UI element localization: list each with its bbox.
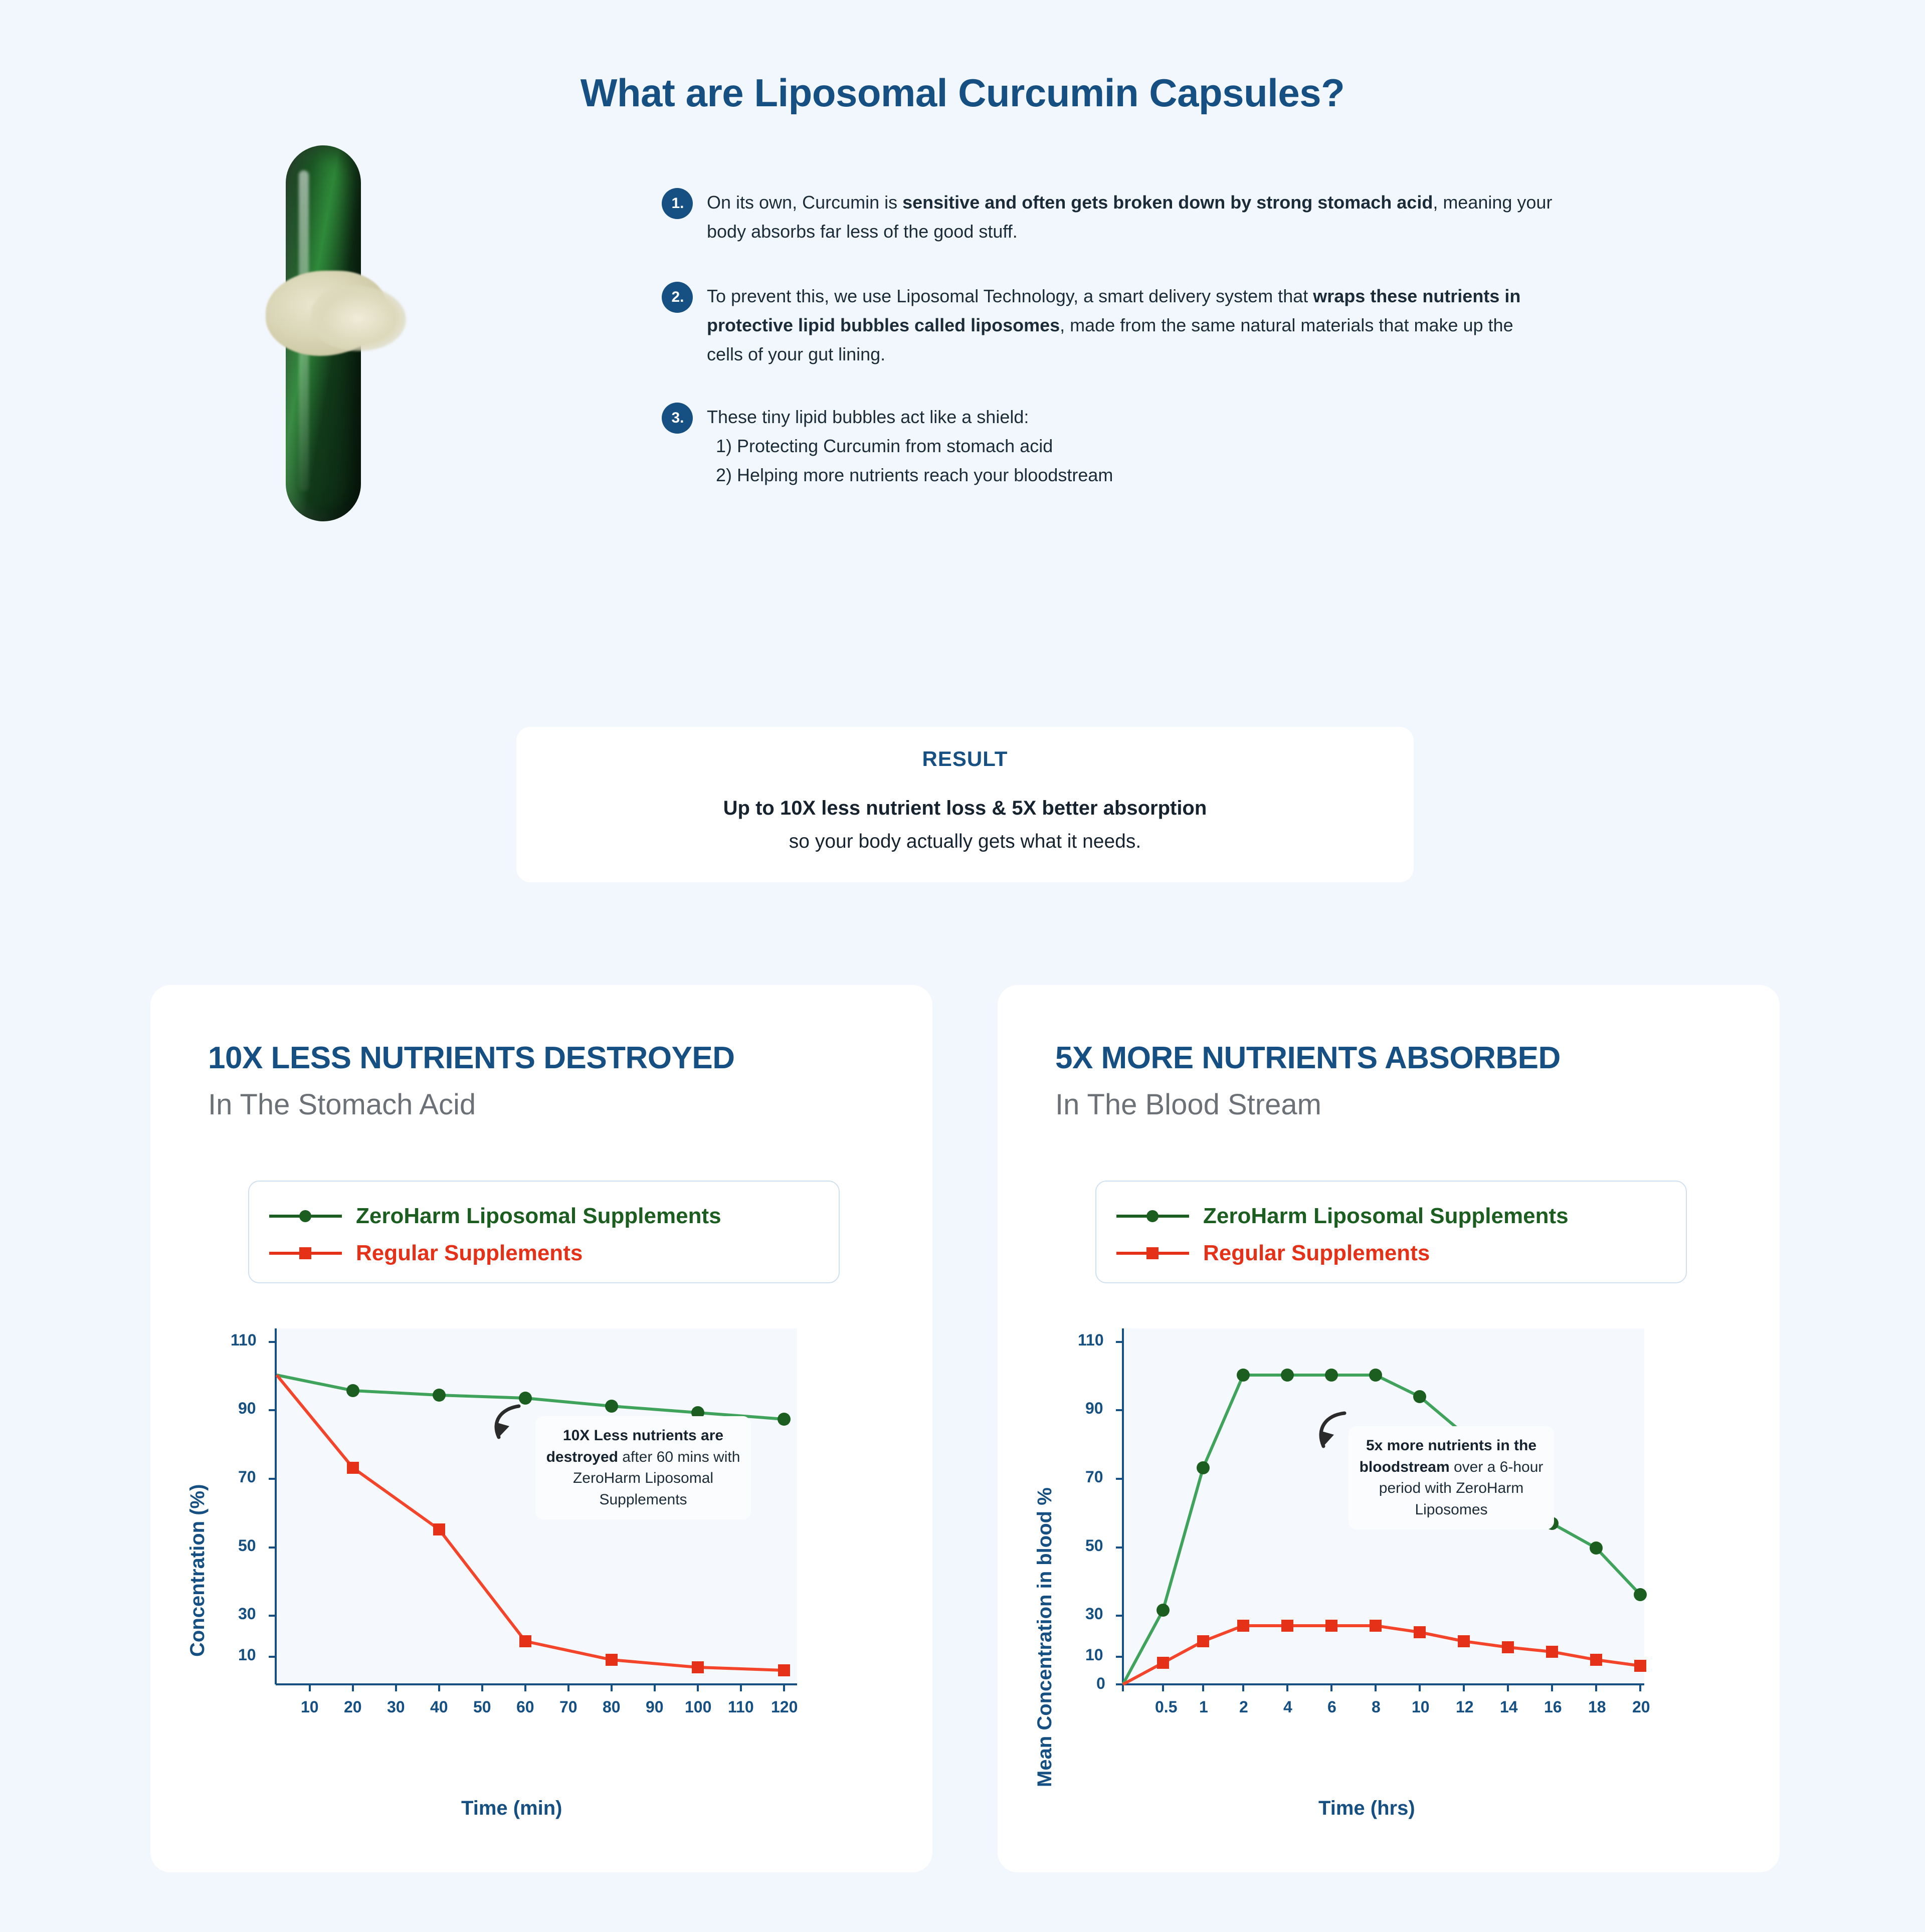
y-tick-110: 110: [1078, 1331, 1104, 1349]
y-axis-title: Mean Concentration in blood %: [1034, 1487, 1056, 1787]
x-tick-30: 30: [387, 1698, 405, 1716]
legend-item-regular: [1116, 1235, 1686, 1272]
step-text-prefix: These tiny lipid bubbles act like a shield:: [707, 406, 1029, 427]
chart-panel-stomach-acid: [150, 985, 932, 1872]
step-text-prefix: To prevent this, we use Liposomal Technology, a smart delivery system that: [707, 285, 1313, 306]
legend-marker-square-icon: [1116, 1252, 1189, 1255]
callout-rest: over a 6-hour period with ZeroHarm Liposomes: [1379, 1458, 1544, 1518]
result-headline: Up to 10X less nutrient loss & 5X better absorption: [723, 797, 1207, 819]
step-text-bold: wraps these nutrients in protective lipid bubbles called liposomes: [707, 285, 1521, 335]
y-tick-50: 50: [238, 1536, 256, 1555]
x-tick-20: 20: [344, 1698, 362, 1716]
legend-item-liposomal: [1116, 1198, 1686, 1235]
x-tick-0-5: 0.5: [1155, 1698, 1178, 1716]
legend-label: ZeroHarm Liposomal Supplements: [356, 1204, 721, 1228]
y-tick-70: 70: [238, 1468, 256, 1486]
x-tick-2: 2: [1239, 1698, 1248, 1716]
step-number: 1.: [662, 188, 693, 219]
legend-item-liposomal: [269, 1198, 839, 1235]
list-item: [652, 188, 1554, 247]
x-tick-10: 10: [301, 1698, 319, 1716]
panel-title: 5X MORE NUTRIENTS ABSORBED: [1055, 1041, 1561, 1075]
powder-icon-2: [311, 286, 406, 351]
explanation-steps: [652, 188, 1554, 525]
x-axis-title: Time (min): [461, 1797, 562, 1819]
x-tick-120: 120: [771, 1698, 798, 1716]
x-tick-18: 18: [1588, 1698, 1606, 1716]
page-title: What are Liposomal Curcumin Capsules?: [580, 71, 1345, 115]
y-tick-110: 110: [231, 1331, 257, 1349]
x-tick-50: 50: [473, 1698, 491, 1716]
line-chart-svg: [998, 1306, 1780, 1842]
step-text: [707, 403, 1554, 432]
chart-legend: [1095, 1181, 1687, 1283]
step-text-suffix: , meaning your body absorbs far less of the good stuff.: [707, 192, 1553, 242]
y-tick-30: 30: [1085, 1605, 1103, 1623]
callout-bold: 5x more nutrients in the bloodstream: [1359, 1437, 1537, 1475]
x-tick-60: 60: [516, 1698, 534, 1716]
legend-marker-square-icon: [269, 1252, 342, 1255]
step-text: [707, 188, 1554, 247]
y-tick-30: 30: [238, 1605, 256, 1623]
chart-canvas-blood-stream: [998, 1306, 1780, 1842]
x-tick-70: 70: [559, 1698, 578, 1716]
x-tick-100: 100: [685, 1698, 712, 1716]
result-label: RESULT: [922, 747, 1008, 770]
y-tick-0: 0: [1096, 1674, 1105, 1692]
x-axis-title: Time (hrs): [1318, 1797, 1415, 1819]
chart-panel-blood-stream: [998, 985, 1780, 1872]
chart-callout: [535, 1416, 751, 1519]
list-item: [652, 403, 1554, 490]
panel-subtitle: In The Blood Stream: [1055, 1088, 1321, 1121]
result-card: [516, 727, 1414, 882]
step-sub-item-2: 2) Helping more nutrients reach your bloodstream: [716, 465, 1113, 486]
x-tick-1: 1: [1199, 1698, 1208, 1716]
step-number: 3.: [662, 403, 693, 434]
x-tick-4: 4: [1283, 1698, 1292, 1716]
legend-label: ZeroHarm Liposomal Supplements: [1203, 1204, 1569, 1228]
callout-bold: 10X Less nutrients are destroyed: [546, 1427, 724, 1465]
y-tick-70: 70: [1085, 1468, 1103, 1486]
result-subline: so your body actually gets what it needs.: [789, 831, 1141, 852]
legend-marker-circle-icon: [1116, 1215, 1189, 1218]
step-text: [707, 282, 1554, 369]
x-tick-40: 40: [430, 1698, 448, 1716]
x-tick-12: 12: [1456, 1698, 1474, 1716]
y-tick-90: 90: [1085, 1399, 1103, 1417]
list-item: [652, 282, 1554, 369]
panel-subtitle: In The Stomach Acid: [208, 1088, 476, 1121]
step-text-suffix: , made from the same natural materials that make up the cells of your gut lining.: [707, 314, 1513, 365]
y-axis-title: Concentration (%): [186, 1484, 209, 1657]
callout-rest: after 60 mins with ZeroHarm Liposomal Supplements: [572, 1448, 740, 1508]
y-tick-50: 50: [1085, 1536, 1103, 1555]
legend-marker-circle-icon: [269, 1215, 342, 1218]
y-tick-10: 10: [238, 1646, 256, 1664]
x-tick-14: 14: [1500, 1698, 1518, 1716]
legend-label: Regular Supplements: [1203, 1241, 1430, 1265]
step-text-prefix: On its own, Curcumin is: [707, 192, 903, 213]
step-text-bold: sensitive and often gets broken down by strong stomach acid: [902, 192, 1433, 213]
step-number: 2.: [662, 282, 693, 313]
chart-callout: [1349, 1426, 1554, 1529]
x-tick-80: 80: [603, 1698, 621, 1716]
x-tick-16: 16: [1544, 1698, 1562, 1716]
x-tick-20: 20: [1632, 1698, 1650, 1716]
chart-legend: [248, 1181, 840, 1283]
chart-canvas-stomach-acid: [150, 1306, 932, 1842]
panel-title: 10X LESS NUTRIENTS DESTROYED: [208, 1041, 735, 1075]
step-sub-item-1: 1) Protecting Curcumin from stomach acid: [716, 435, 1053, 456]
x-tick-8: 8: [1372, 1698, 1381, 1716]
legend-item-regular: [269, 1235, 839, 1272]
y-tick-90: 90: [238, 1399, 256, 1417]
capsule-image: [251, 135, 431, 536]
y-tick-10: 10: [1085, 1646, 1103, 1664]
x-tick-90: 90: [646, 1698, 664, 1716]
x-tick-10: 10: [1412, 1698, 1430, 1716]
x-tick-110: 110: [728, 1698, 754, 1716]
x-tick-6: 6: [1327, 1698, 1336, 1716]
legend-label: Regular Supplements: [356, 1241, 583, 1265]
line-chart-svg: [150, 1306, 932, 1842]
